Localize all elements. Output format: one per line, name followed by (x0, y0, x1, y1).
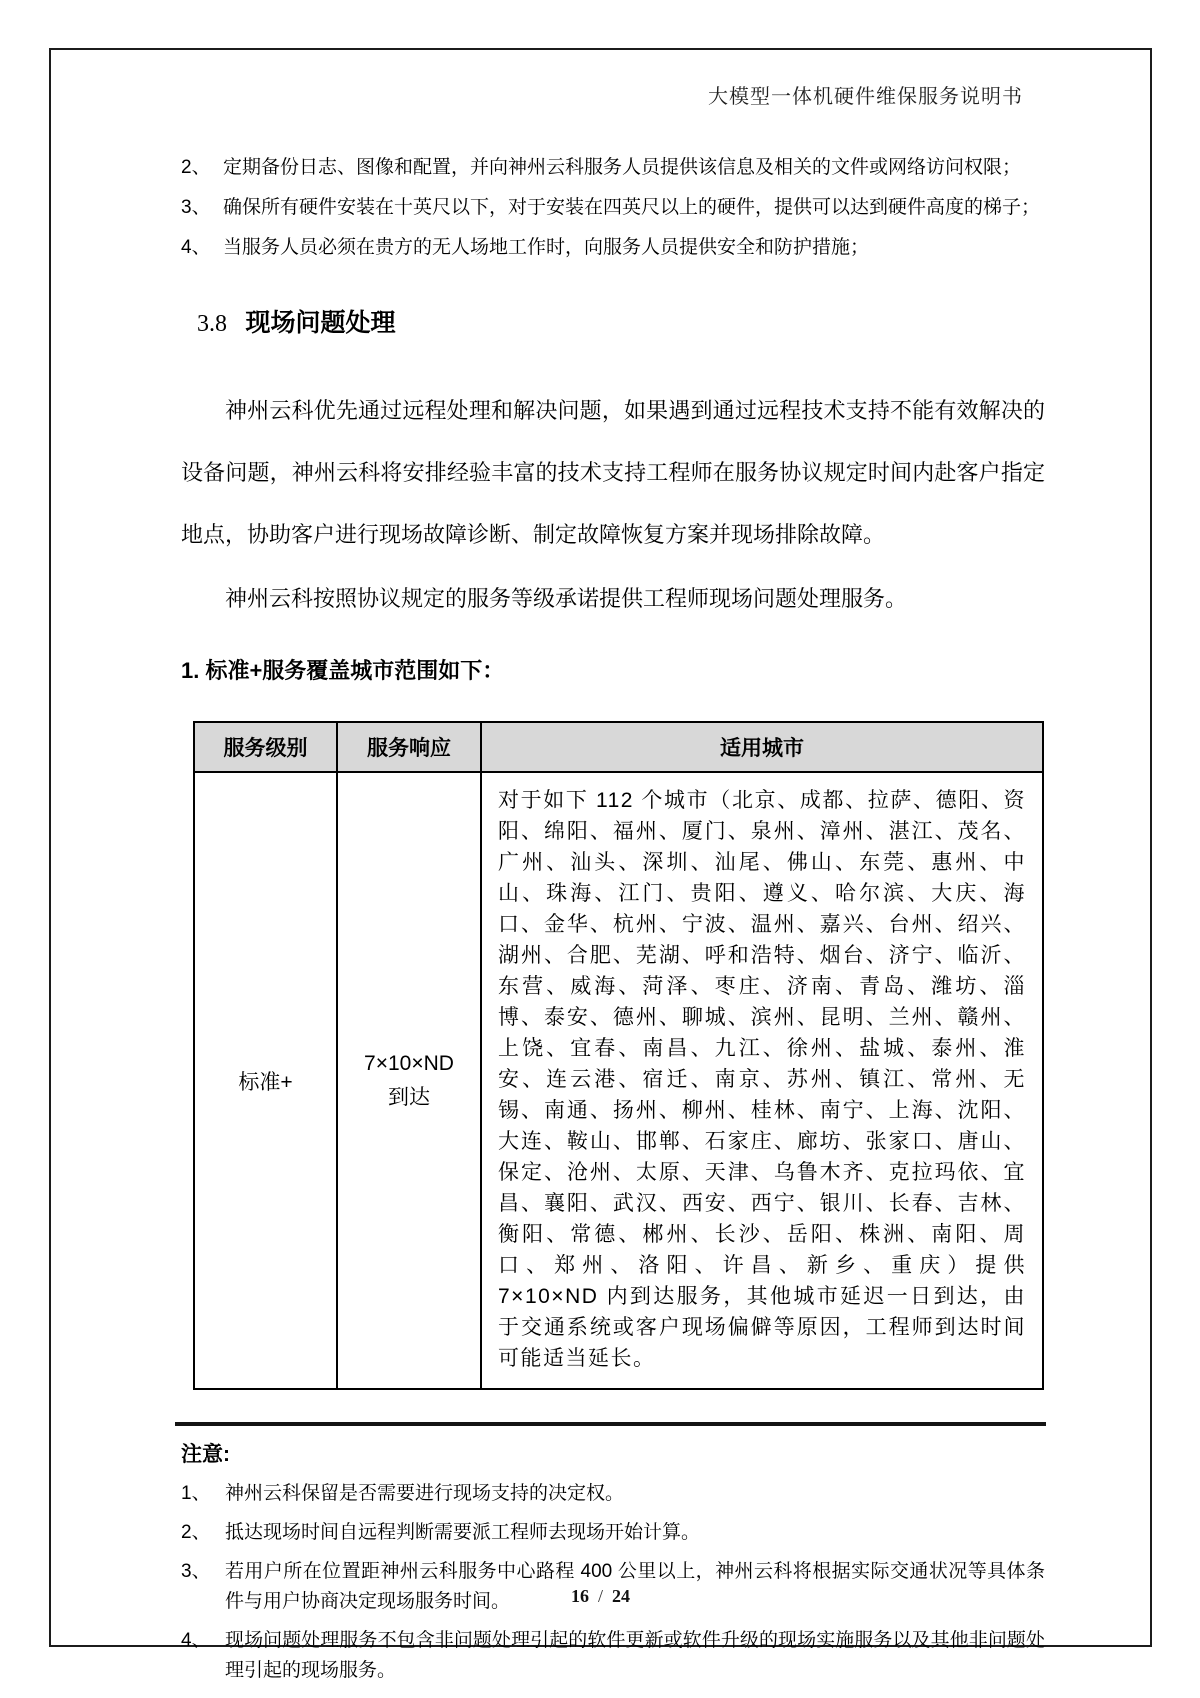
total-page-count: 24 (612, 1586, 630, 1606)
obligation-list (181, 148, 1045, 268)
note-text: 现场问题处理服务不包含非问题处理引起的软件更新或软件升级的现场实施服务以及其他非问题处理引起的现场服务。 (225, 1630, 1045, 1681)
section-divider-rule (175, 1422, 1046, 1426)
page-number-separator: / (597, 1586, 603, 1606)
list-item-number: 4、 (181, 237, 211, 258)
table-row (194, 772, 1043, 1389)
column-header-service-response: 服务响应 (337, 722, 481, 772)
notes-label: 注意: (181, 1443, 230, 1466)
list-item-text: 确保所有硬件安装在十英尺以下，对于安装在四英尺以上的硬件，提供可以达到硬件高度的梯子； (223, 197, 1041, 218)
note-item (181, 1626, 1045, 1686)
note-text: 若用户所在位置距神州云科服务中心路程 400 公里以上，神州云科将根据实际交通状况等具体条件与用户协商决定现场服务时间。 (225, 1561, 1045, 1612)
response-line-2: 到达 (388, 1085, 430, 1109)
cell-service-response (337, 772, 481, 1389)
page-border-frame (49, 48, 1152, 1681)
section-number: 3.8 (197, 311, 227, 337)
page-number-footer (51, 1586, 1150, 1607)
note-number: 3、 (181, 1561, 211, 1582)
cell-applicable-cities: 对于如下 112 个城市（北京、成都、拉萨、德阳、资阳、绵阳、福州、厦门、泉州、漳州、湛江、茂名、广州、汕头、深圳、汕尾、佛山、东莞、惠州、中山、珠海、江门、贵阳、遵义、哈尔滨、大庆、海口、金华、杭州、宁波、温州、嘉兴、台州、绍兴、湖州、合肥、芜湖、呼和浩特、烟台、济宁、临沂、东营、威海、菏泽、枣庄、济南、青岛、潍坊、淄博、泰安、德州、聊城、滨州、昆明、兰州、赣州、上饶、宜春、南昌、九江、徐州、盐城、泰州、淮安、连云港、宿迁、南京、苏州、镇江、常州、无锡、南通、扬州、柳州、桂林、南宁、上海、沈阳、大连、鞍山、邯郸、石家庄、廊坊、张家口、唐山、保定、沧州、太原、天津、乌鲁木齐、克拉玛依、宜昌、襄阳、武汉、西安、西宁、银川、长春、吉林、衡阳、常德、郴州、长沙、岳阳、株洲、南阳、周口、郑州、洛阳、许昌、新乡、重庆）提供 7×10×ND 内到达服务，其他城市延迟一日到达，由于交通系统或客户现场偏僻等原因，工程师到达时间可能适当延长。 (481, 772, 1043, 1389)
note-text: 神州云科保留是否需要进行现场支持的决定权。 (225, 1483, 625, 1504)
note-text: 抵达现场时间自远程判断需要派工程师去现场开始计算。 (225, 1522, 701, 1543)
note-item (181, 1479, 1045, 1509)
note-number: 2、 (181, 1522, 211, 1543)
list-item (181, 148, 1045, 188)
cell-service-level: 标准+ (194, 772, 337, 1389)
list-item-number: 2、 (181, 157, 211, 178)
note-item (181, 1518, 1045, 1548)
table-header-row (194, 722, 1043, 772)
column-header-applicable-cities: 适用城市 (481, 722, 1043, 772)
note-number: 4、 (181, 1630, 211, 1651)
coverage-list-heading: 1. 标准+服务覆盖城市范围如下： (181, 658, 505, 683)
list-item (181, 188, 1045, 228)
document-header-title: 大模型一体机硬件维保服务说明书 (708, 86, 1023, 108)
current-page-number: 16 (570, 1586, 589, 1606)
section-paragraph-1: 神州云科优先通过远程处理和解决问题，如果遇到通过远程技术支持不能有效解决的设备问题，神州云科将安排经验丰富的技术支持工程师在服务协议规定时间内赴客户指定地点，协助客户进行现场故障诊断、制定故障恢复方案并现场排除故障。 (181, 398, 1045, 547)
list-item (181, 228, 1045, 268)
note-number: 1、 (181, 1483, 211, 1504)
list-item-text: 定期备份日志、图像和配置，并向神州云科服务人员提供该信息及相关的文件或网络访问权限； (223, 157, 1022, 178)
list-item-number: 3、 (181, 197, 211, 218)
column-header-service-level: 服务级别 (194, 722, 337, 772)
section-title: 现场问题处理 (245, 309, 396, 337)
response-line-1: 7×10×ND (364, 1051, 454, 1075)
list-item-text: 当服务人员必须在贵方的无人场地工作时，向服务人员提供安全和防护措施； (223, 237, 870, 258)
service-coverage-table (193, 721, 1044, 1390)
section-heading (181, 306, 1045, 344)
section-paragraph-2: 神州云科按照协议规定的服务等级承诺提供工程师现场问题处理服务。 (225, 586, 908, 611)
